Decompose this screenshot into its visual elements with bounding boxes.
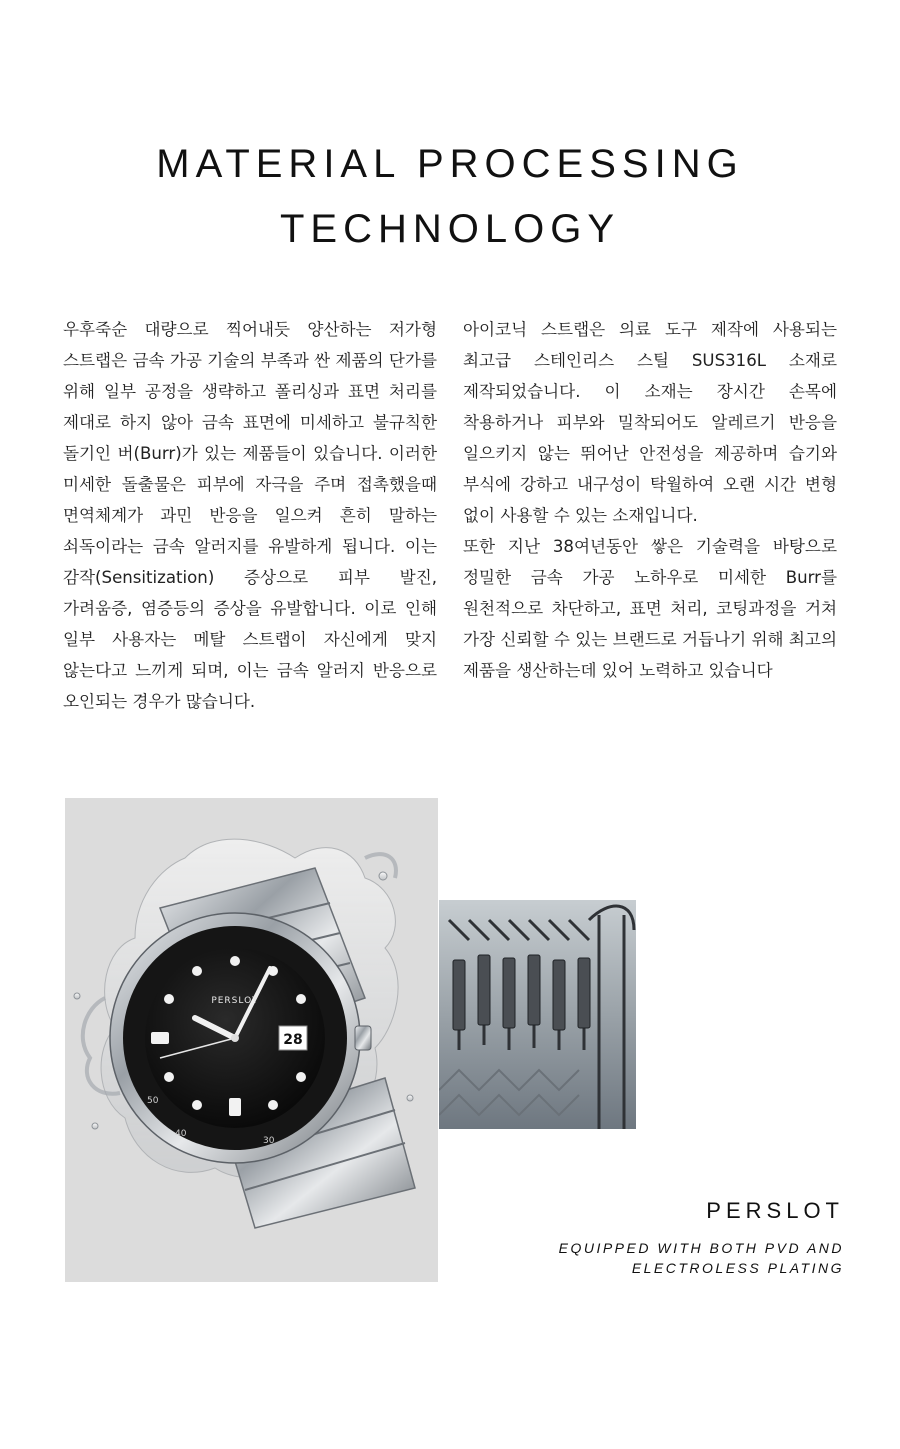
date-window-text: 28 bbox=[283, 1032, 303, 1048]
bezel-marker: 40 bbox=[175, 1129, 187, 1139]
bezel-marker: 50 bbox=[147, 1096, 159, 1106]
tagline-line-2: ELECTROLESS PLATING bbox=[631, 1260, 844, 1276]
plating-rack-illustration bbox=[439, 900, 636, 1129]
body-paragraph: 우후죽순 대량으로 찍어내듯 양산하는 저가형 스트랩은 금속 가공 기술의 부족과 싼 제품의 단가를 위해 일부 공정을 생략하고 폴리싱과 표면 처리를 제대로 하지 않아 금속 표면에 미세하고 불규칙한 돌기인 버(Burr)가 있는 제품들이 있습니다. 이러한 미세한 돌출물은 피부에 자극을 주며 접촉했을때 면역체계가 과민 반응을 일으켜 흔히 말하는 쇠독이라는 금속 알러지를 유발하게 됩니다. 이는 감작(Sensitization) 증상으로 피부 발진, 가려움증, 염증등의 증상을 유발합니다. 이로 인해 일부 사용자는 메탈 스트랩이 자신에게 맞지 않는다고 느끼게 되며, 이는 금속 알러지 반응으로 오인되는 경우가 많습니다. bbox=[63, 320, 437, 711]
body-paragraph: 아이코닉 스트랩은 의료 도구 제작에 사용되는 최고급 스테인리스 스틸 SUS316L 소재로 제작되었습니다. 이 소재는 장시간 손목에 착용하거나 피부와 밀착되어도 알레르기 반응을 일으키지 않는 뛰어난 안전성을 제공하며 습기와 부식에 강하고 내구성이 탁월하여 오랜 시간 변형 없이 사용할 수 있는 소재입니다. bbox=[463, 320, 837, 525]
page-title-line-2: TECHNOLOGY bbox=[279, 207, 621, 251]
bezel-marker: 30 bbox=[263, 1136, 275, 1146]
tagline-line-1: EQUIPPED WITH BOTH PVD AND bbox=[558, 1240, 844, 1256]
brand-tagline bbox=[484, 1238, 844, 1278]
brand-name: PERSLOT bbox=[706, 1198, 844, 1223]
page-title-line-1: MATERIAL PROCESSING bbox=[156, 142, 744, 186]
factory-process-image bbox=[439, 900, 636, 1129]
watch-illustration bbox=[65, 798, 438, 1282]
right-text-column bbox=[463, 314, 837, 686]
body-paragraph: 또한 지난 38여년동안 쌓은 기술력을 바탕으로 정밀한 금속 가공 노하우로 미세한 Burr를 원천적으로 차단하고, 표면 처리, 코팅과정을 거쳐 가장 신뢰할 수 있는 브랜드로 거듭나기 위해 최고의 제품을 생산하는데 있어 노력하고 있습니다 bbox=[463, 537, 837, 680]
dial-brand-text: PERSLOT bbox=[211, 996, 259, 1006]
left-text-column bbox=[63, 314, 437, 717]
watch-product-image bbox=[65, 798, 438, 1282]
